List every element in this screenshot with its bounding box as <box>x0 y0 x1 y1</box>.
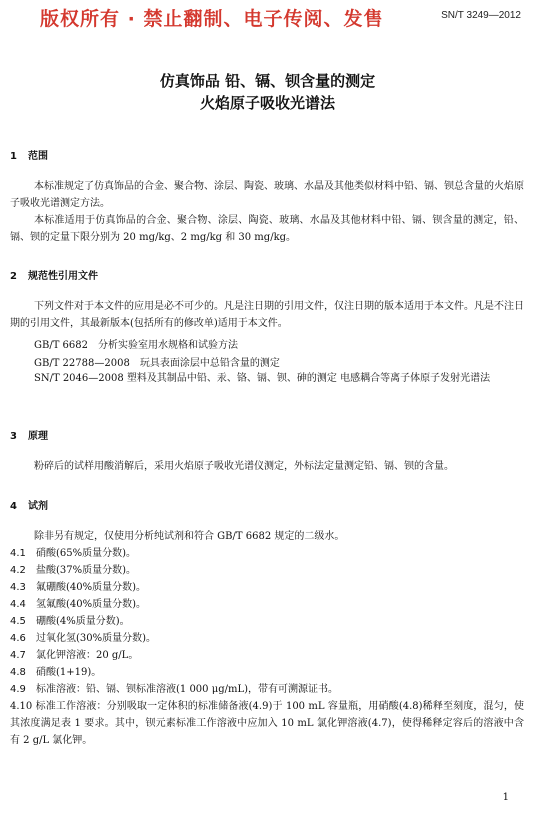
section-number: 3 <box>10 431 17 442</box>
reagent-number: 4.3 <box>10 582 26 593</box>
reference-code: GB/T 22788—2008 <box>34 358 130 369</box>
reagent-number: 4.7 <box>10 650 26 661</box>
reagent-text: 氯化钾溶液：20 g/L。 <box>36 650 139 661</box>
reagent-item <box>10 563 524 578</box>
reagent-item <box>10 665 524 680</box>
reagent-item <box>10 597 524 612</box>
reagent-number: 4.8 <box>10 667 26 678</box>
reagent-number: 4.1 <box>10 548 26 559</box>
reagent-text: 过氧化氢(30%质量分数)。 <box>36 633 157 644</box>
reference-title: 分析实验室用水规格和试验方法 <box>98 340 239 351</box>
section-title: 范围 <box>28 151 48 162</box>
reference-item <box>34 354 280 369</box>
reagent-text: 盐酸(37%质量分数)。 <box>36 565 137 576</box>
section-title: 试剂 <box>28 501 48 512</box>
reagent-item-410: 4.10 标准工作溶液：分别吸取一定体积的标准储备液(4.9)于 100 mL 容量瓶，用硝酸(4.8)稀释至刻度，混匀，使其浓度满足表 1 要求。其中，钡元素标准工作溶液中应加入 10 mL 氯化钾溶液(4.7)，使得稀释定容后的溶液中含有 2 g/L 氯化钾。 <box>10 701 524 746</box>
section-heading-scope <box>10 147 48 162</box>
page-number: 1 <box>502 792 509 803</box>
reagent-item <box>10 648 524 663</box>
section-heading-principle <box>10 427 48 442</box>
section-title: 规范性引用文件 <box>28 271 98 282</box>
scope-paragraph-2: 本标准适用于仿真饰品的合金、聚合物、涂层、陶瓷、玻璃、水晶及其他材料中铅、镉、钡含量的测定，铅、镉、钡的定量下限分别为 20 mg/kg、2 mg/kg 和 30 mg/kg。 <box>10 215 524 243</box>
reagent-text: 硝酸(1+19)。 <box>36 667 102 678</box>
document-subtitle: 火焰原子吸收光谱法 <box>199 94 335 112</box>
section-number: 4 <box>10 501 17 512</box>
scope-paragraph-1: 本标准规定了仿真饰品的合金、聚合物、涂层、陶瓷、玻璃、水晶及其他类似材料中铅、镉、钡总含量的火焰原子吸收光谱测定方法。 <box>10 181 524 209</box>
reagent-text: 硝酸(65%质量分数)。 <box>36 548 137 559</box>
reagent-text: 氟硼酸(40%质量分数)。 <box>36 582 147 593</box>
reference-item-3: SN/T 2046—2008 塑料及其制品中铅、汞、铬、镉、钡、砷的测定 电感耦合等离子体原子发射光谱法 <box>34 373 491 384</box>
standard-code: SN/T 3249—2012 <box>441 10 521 21</box>
principle-paragraph: 粉碎后的试样用酸消解后，采用火焰原子吸收光谱仪测定，外标法定量测定铅、镉、钡的含量。 <box>34 461 454 472</box>
section-number: 2 <box>10 271 17 282</box>
reagent-item <box>10 682 524 697</box>
reference-title: 玩具表面涂层中总铅含量的测定 <box>139 358 280 369</box>
reagent-item <box>10 614 524 629</box>
reagent-text: 标准溶液：铅、镉、钡标准溶液(1 000 μg/mL)，带有可溯源证书。 <box>36 684 339 695</box>
reagent-text: 氢氟酸(40%质量分数)。 <box>36 599 147 610</box>
reference-code: GB/T 6682 <box>34 340 89 351</box>
reference-item <box>34 336 238 351</box>
reagent-number: 4.6 <box>10 633 26 644</box>
section-heading-reagents <box>10 497 48 512</box>
document-title: 仿真饰品 铅、镉、钡含量的测定 <box>159 72 376 90</box>
section-number: 1 <box>10 151 17 162</box>
reagent-number: 4.2 <box>10 565 26 576</box>
reagent-number: 4.5 <box>10 616 26 627</box>
references-intro: 下列文件对于本文件的应用是必不可少的。凡是注日期的引用文件，仅注日期的版本适用于本文件。凡是不注日期的引用文件，其最新版本(包括所有的修改单)适用于本文件。 <box>10 301 524 329</box>
section-heading-references <box>10 267 98 282</box>
reagent-number: 4.4 <box>10 599 26 610</box>
reagent-item <box>10 580 524 595</box>
reagent-text: 硼酸(4%质量分数)。 <box>36 616 130 627</box>
reagents-intro: 除非另有规定，仅使用分析纯试剂和符合 GB/T 6682 规定的二级水。 <box>34 531 345 542</box>
section-title: 原理 <box>28 431 48 442</box>
reagent-number: 4.9 <box>10 684 26 695</box>
watermark-banner: 版权所有 · 禁止翻制、电子传阅、发售 <box>40 8 384 30</box>
reagent-item <box>10 546 524 561</box>
reagent-item <box>10 631 524 646</box>
